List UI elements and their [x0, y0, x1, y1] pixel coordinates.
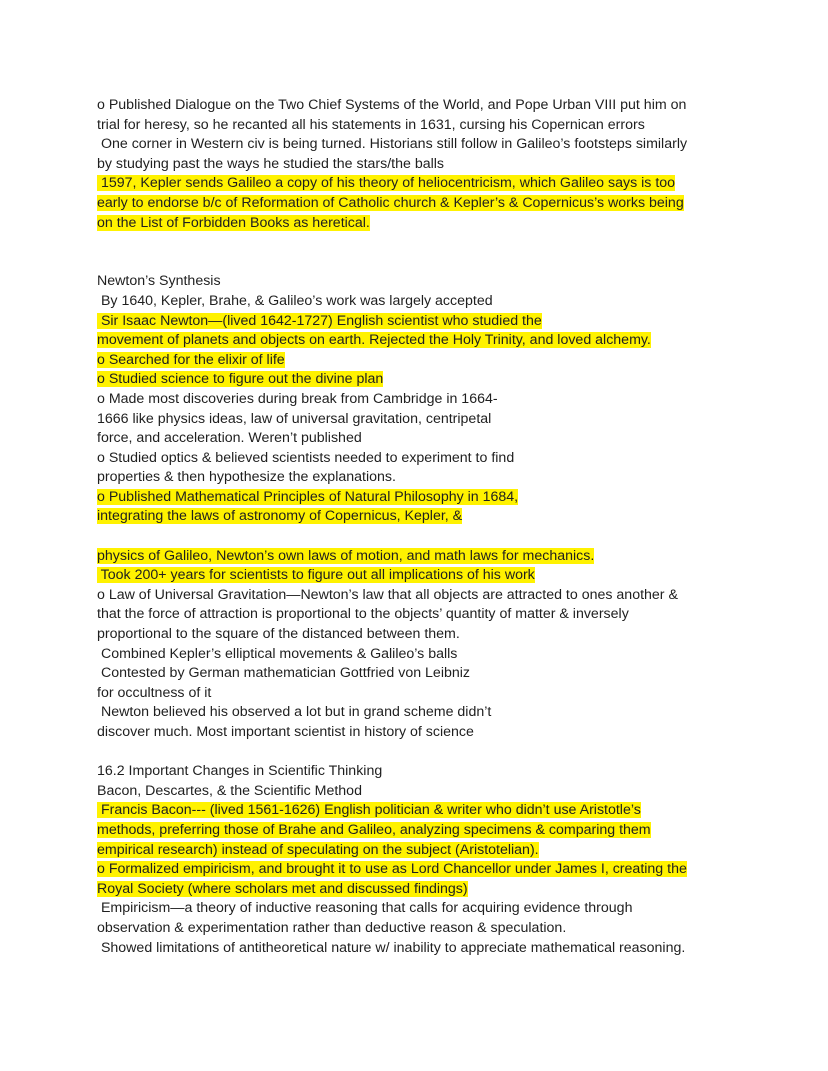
highlighted-text-line: [97, 488, 737, 508]
text-line: [97, 586, 737, 606]
highlighted-text-line: [97, 370, 737, 390]
line-text: by studying past the ways he studied the stars/the balls: [97, 155, 445, 172]
highlighted-text-line: [97, 547, 737, 567]
highlighted-text-line: [97, 566, 737, 586]
text-line: [97, 292, 737, 312]
line-text: discover much. Most important scientist in history of science: [97, 724, 474, 740]
line-text: Showed limitations of antitheoretical nature w/ inability to appreciate mathematical reasoning.: [97, 939, 686, 956]
highlighted-text-line: [97, 801, 737, 821]
line-text: on the List of Forbidden Books as heretical.: [97, 214, 370, 231]
text-line: [97, 155, 737, 175]
text-line: [97, 919, 737, 939]
line-text: early to endorse b/c of Reformation of Catholic church & Kepler’s & Copernicus’s works being: [97, 194, 684, 211]
line-text: methods, preferring those of Brahe and Galileo, analyzing specimens & comparing them: [97, 821, 651, 838]
line-text: Contested by German mathematician Gottfried von Leibniz: [97, 665, 471, 682]
line-text: Bacon, Descartes, & the Scientific Method: [97, 782, 362, 799]
line-text: o Searched for the elixir of life: [97, 351, 285, 368]
text-line: [97, 116, 737, 136]
highlighted-text-line: [97, 174, 737, 194]
line-text: trial for heresy, so he recanted all his statements in 1631, cursing his Copernican errors: [97, 116, 645, 133]
highlighted-text-line: [97, 821, 737, 841]
text-line: [97, 390, 737, 410]
line-text: o Studied optics & believed scientists needed to experiment to find: [97, 449, 515, 466]
line-text: Took 200+ years for scientists to figure out all implications of his work: [97, 567, 535, 584]
line-text: Francis Bacon--- (lived 1561-1626) English politician & writer who didn’t use Aristotle’s: [97, 802, 641, 819]
highlighted-text-line: [97, 331, 737, 351]
line-text: integrating the laws of astronomy of Copernicus, Kepler, &: [97, 508, 463, 525]
line-text: Newton believed his observed a lot but in grand scheme didn’t: [97, 704, 492, 721]
line-text: for occultness of it: [97, 684, 212, 701]
line-text: o Law of Universal Gravitation—Newton’s law that all objects are attracted to ones another &: [97, 586, 678, 603]
text-line: [97, 645, 737, 665]
line-text: By 1640, Kepler, Brahe, & Galileo’s work was largely accepted: [97, 292, 493, 309]
text-line: [97, 684, 737, 704]
line-text: One corner in Western civ is being turned. Historians still follow in Galileo’s footsteps similarly: [97, 136, 688, 153]
highlighted-text-line: [97, 507, 737, 527]
text-line: [97, 703, 737, 723]
line-text: o Formalized empiricism, and brought it to use as Lord Chancellor under James I, creating the: [97, 861, 687, 878]
text-line: [97, 762, 737, 782]
blank-line: [97, 527, 737, 547]
line-text: 1597, Kepler sends Galileo a copy of his theory of heliocentricism, which Galileo says is too: [97, 175, 676, 192]
text-line: [97, 782, 737, 802]
highlighted-text-line: [97, 880, 737, 900]
line-text: empirical research) instead of speculating on the subject (Aristotelian).: [97, 841, 539, 858]
document-body: [97, 96, 737, 958]
line-text: Newton’s Synthesis: [97, 273, 221, 290]
text-line: [97, 272, 737, 292]
text-line: [97, 468, 737, 488]
text-line: [97, 410, 737, 430]
text-line: [97, 939, 737, 959]
blank-line: [97, 253, 737, 273]
text-line: [97, 899, 737, 919]
highlighted-text-line: [97, 351, 737, 371]
text-line: [97, 625, 737, 645]
text-line: [97, 664, 737, 684]
line-text: Sir Isaac Newton—(lived 1642-1727) English scientist who studied the: [97, 312, 542, 329]
line-text: Empiricism—a theory of inductive reasoning that calls for acquiring evidence through: [97, 900, 633, 917]
blank-line: [97, 233, 737, 253]
line-text: 1666 like physics ideas, law of universal gravitation, centripetal: [97, 410, 492, 427]
line-text: o Studied science to figure out the divine plan: [97, 371, 384, 388]
text-line: [97, 605, 737, 625]
text-line: [97, 429, 737, 449]
line-text: movement of planets and objects on earth. Rejected the Holy Trinity, and loved alchemy.: [97, 332, 651, 349]
line-text: properties & then hypothesize the explanations.: [97, 469, 396, 486]
line-text: observation & experimentation rather than deductive reason & speculation.: [97, 919, 567, 936]
line-text: that the force of attraction is proportional to the objects’ quantity of matter & inversely: [97, 606, 629, 623]
line-text: o Published Mathematical Principles of Natural Philosophy in 1684,: [97, 488, 519, 505]
line-text: o Made most discoveries during break from Cambridge in 1664-: [97, 390, 498, 407]
text-line: [97, 96, 737, 116]
highlighted-text-line: [97, 214, 737, 234]
highlighted-text-line: [97, 841, 737, 861]
highlighted-text-line: [97, 194, 737, 214]
blank-line: [97, 743, 737, 763]
highlighted-text-line: [97, 860, 737, 880]
line-text: o Published Dialogue on the Two Chief Systems of the World, and Pope Urban VIII put him on: [97, 97, 687, 113]
line-text: Combined Kepler’s elliptical movements & Galileo’s balls: [97, 645, 458, 662]
line-text: physics of Galileo, Newton’s own laws of motion, and math laws for mechanics.: [97, 547, 595, 564]
line-text: force, and acceleration. Weren’t published: [97, 430, 362, 447]
text-line: [97, 723, 737, 743]
line-text: 16.2 Important Changes in Scientific Thinking: [97, 763, 383, 780]
line-text: Royal Society (where scholars met and discussed findings): [97, 880, 468, 897]
line-text: proportional to the square of the distanced between them.: [97, 626, 460, 643]
highlighted-text-line: [97, 312, 737, 332]
text-line: [97, 449, 737, 469]
text-line: [97, 135, 737, 155]
